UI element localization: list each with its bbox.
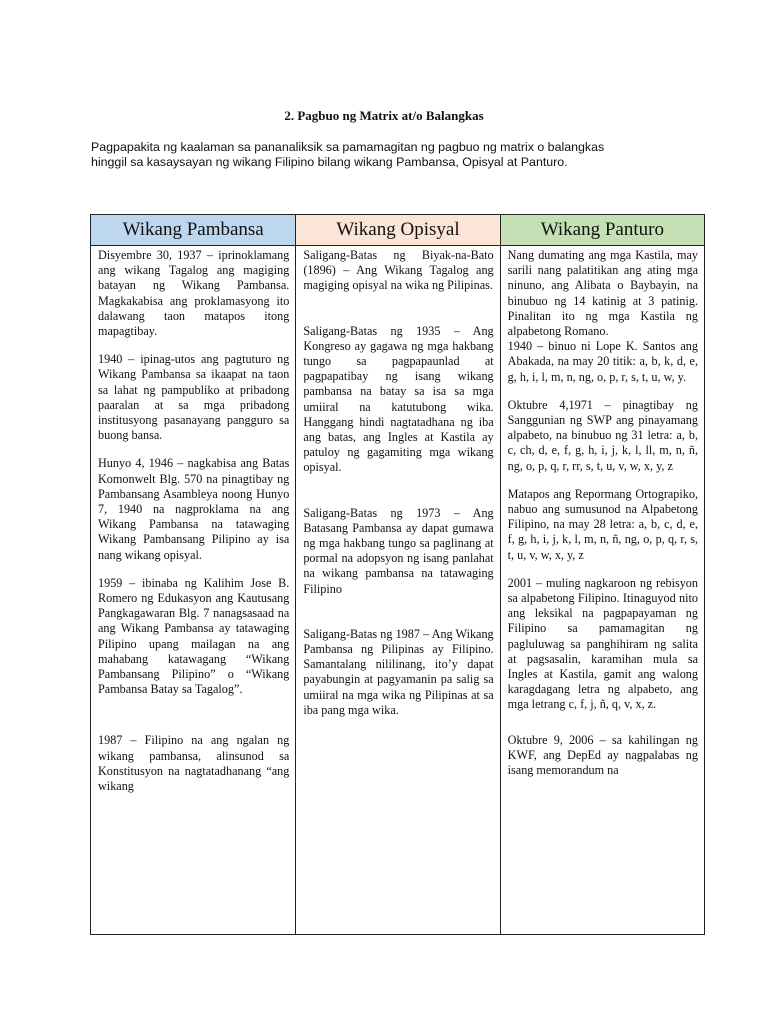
pambansa-entry-1959: 1959 – ibinaba ng Kalihim Jose B. Romero ng Edukasyon ang Kautusang Pangkagawaran Blg. 7 nanagsasaad na ang Wikang Pambansa ay tatawaging Pilipino upang mailagan na ang mahabang katawagang “Wikang Pambansang Pilipino” o “Wikang Pambansa Batay sa Tagalog”. (98, 575, 290, 697)
pambansa-entry-1987: 1987 – Filipino na ang ngalan ng wikang pambansa, alinsunod sa Konstitusyon na nagtatadhanang “ang wikang (98, 733, 290, 794)
pambansa-entry-1937: Disyembre 30, 1937 – iprinoklamang ang wikang Tagalog ang magiging batayan ng Wikang Pambansa. Magkakabisa ang proklamasyong ito dalawang taon matapos itong mapagtibay. (98, 248, 290, 339)
panturo-cell (500, 246, 704, 935)
document-title: 2. Pagbuo ng Matrix at/o Balangkas (284, 108, 484, 123)
opisyal-entry-1935: Saligang-Batas ng 1935 – Ang Kongreso ay gagawa ng mga hakbang tungo sa pagpapaunlad at pagpapatibay ng isang wikang pambansa na batay sa isa sa mga umiiral na katutubong wika. Hanggang hindi nagtatadhana ng iba ang batas, ang Ingles at Kastila ay patuloy ng gagamiting mga wikang opisyal. (303, 323, 494, 475)
history-matrix-table (90, 214, 705, 935)
pambansa-entry-1940: 1940 – ipinag-utos ang pagtuturo ng Wikang Pambansa sa ikaapat na taon sa lahat ng pampubliko at pribadong paaralan at sa mga pribadong institusyong pasanayang pangguro sa buong bansa. (98, 352, 290, 443)
pambansa-entry-1946: Hunyo 4, 1946 – nagkabisa ang Batas Komonwelt Blg. 570 na pinagtibay ng Pambansang Asambleya noong Hunyo 7, 1940 na nagproklama na ang Wikang Pambansa na tatawaging Wikang Pambansang Pilipino ay isa nang wikang opisyal. (98, 456, 290, 562)
panturo-entry-2006: Oktubre 9, 2006 – sa kahilingan ng KWF, ang DepEd ay nagpalabas ng isang memorandum na (507, 732, 698, 778)
table-header-row (91, 215, 705, 246)
panturo-entry-2001: 2001 – muling nagkaroon ng rebisyon sa alpabetong Filipino. Itinaguyod nito ang leksikal na pagpapayaman ng Filipino sa pamamagitan ng pagluluwag sa panghihiram ng salita at pagsasalin, karamihan mula sa Ingles at Kastila, gamit ang walong karagdagang letra ng alpabeto, ang mga letrang c, f, j, ñ, q, v, x, z. (507, 575, 698, 712)
header-wikang-pambansa: Wikang Pambansa (91, 215, 296, 246)
opisyal-entry-1987: Saligang-Batas ng 1987 – Ang Wikang Pambansa ng Pilipinas ay Filipino. Samantalang nililinang, ito’y dapat payabungin at pagyamanin pa salig sa umiiral na mga wika ng Pilipinas at sa iba pang mga wika. (303, 626, 494, 717)
header-wikang-opisyal: Wikang Opisyal (296, 215, 500, 246)
intro-line-1: Pagpapakita ng kaalaman sa pananaliksik sa pamamagitan ng pagbuo ng matrix o balangkas (91, 140, 605, 154)
pambansa-cell (91, 246, 296, 935)
panturo-entry-1940: 1940 – binuo ni Lope K. Santos ang Abakada, na may 20 titik: a, b, k, d, e, g, h, i, l, m, n, ng, o, p, r, s, t, u, w, y. (507, 339, 698, 384)
intro-line-2: hinggil sa kasaysayan ng wikang Filipino bilang wikang Pambansa, Opisyal at Panturo. (91, 155, 568, 169)
intro-paragraph (91, 140, 691, 170)
panturo-entry-baybayin: Nang dumating ang mga Kastila, may sarili nang palatitikan ang ating mga ninuno, ang Alibata o Baybayin, na binubuo ng 14 katinig at 3 patinig. Pinalitan ito ng mga Kastila ng alpabetong Romano. (507, 248, 698, 339)
opisyal-entry-1973: Saligang-Batas ng 1973 – Ang Batasang Pambansa ay dapat gumawa ng mga hakbang tungo sa paglinang at pormal na adopsyon ng isang panlahat na wikang pambansa na tatawaging Filipino (303, 505, 494, 596)
opisyal-entry-1896: Saligang-Batas ng Biyak-na-Bato (1896) – Ang Wikang Tagalog ang magiging opisyal na wika ng Pilipinas. (303, 248, 494, 293)
panturo-entry-1987: Matapos ang Repormang Ortograpiko, nabuo ang sumusunod na Alpabetong Filipino, na may 28 letra: a, b, c, d, e, f, g, h, i, j, k, l, m, n, ñ, ng, o, p, q, r, s, t, u, v, w, x, y, z (507, 486, 698, 562)
panturo-entry-1971: Oktubre 4,1971 – pinagtibay ng Sanggunian ng SWP ang pinayamang alpabeto, na binubuo ng 31 letra: a, b, c, ch, d, e, f, g, h, i, j, k, l, ll, m, n, ñ, ng, o, p, q, r, rr, s, t, u, v, w, x, y, z (507, 397, 698, 473)
table-body-row (91, 246, 705, 935)
header-wikang-panturo: Wikang Panturo (500, 215, 704, 246)
opisyal-cell (296, 246, 500, 935)
